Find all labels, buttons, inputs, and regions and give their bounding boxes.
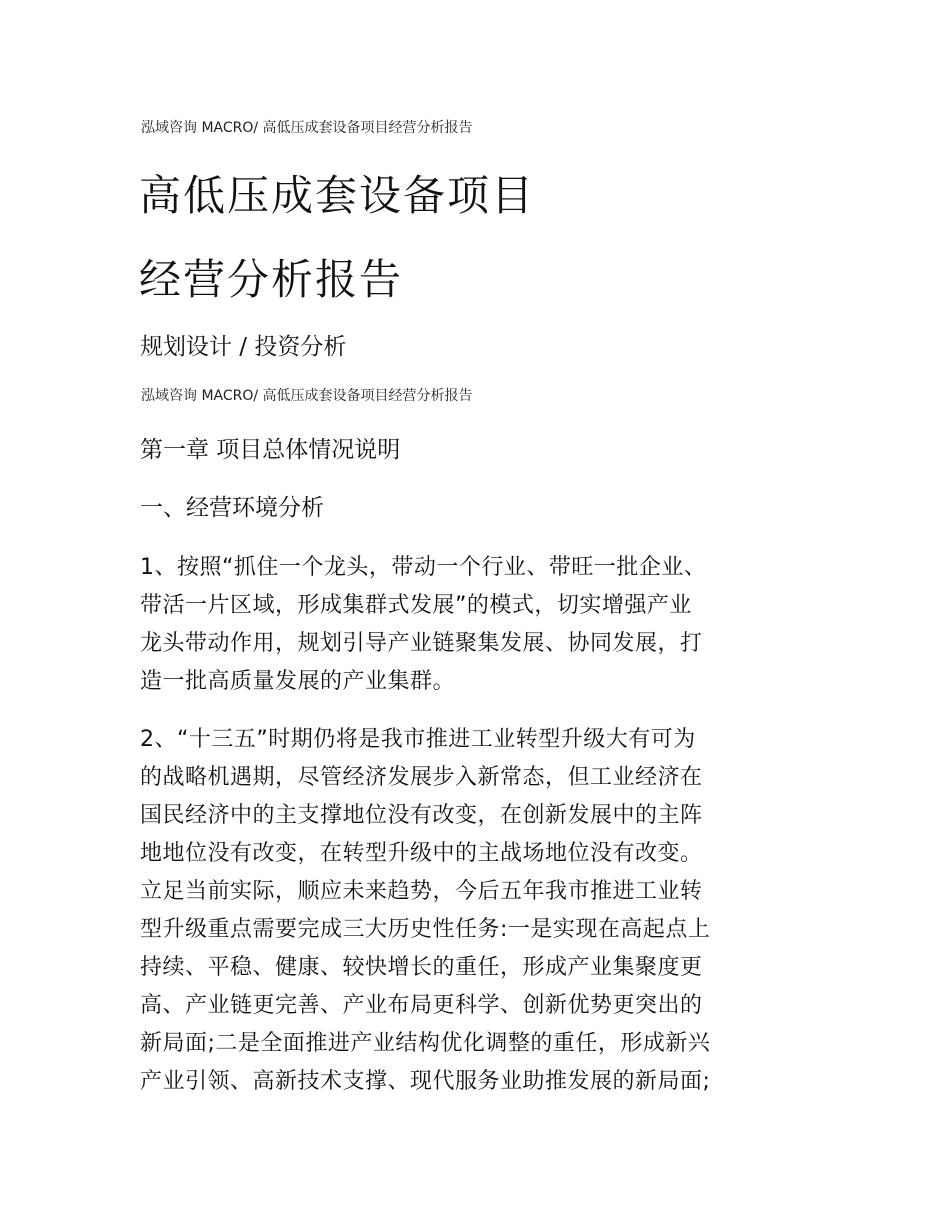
- paragraph-line: 的战略机遇期，尽管经济发展步入新常态，但工业经济在: [140, 765, 703, 790]
- paragraph-line: 1、按照“抓住一个龙头，带动一个行业、带旺一批企业、: [140, 555, 707, 580]
- paragraph-line: 产业引领、高新技术支撑、现代服务业助推发展的新局面;: [140, 1069, 711, 1094]
- report-title-line-2: 经营分析报告: [139, 255, 404, 304]
- report-subtitle: 规划设计 / 投资分析: [140, 334, 347, 360]
- paragraph-line: 地地位没有改变，在转型升级中的主战场地位没有改变。: [140, 841, 703, 866]
- paragraph-line: 持续、平稳、健康、较快增长的重任，形成产业集聚度更: [140, 955, 703, 980]
- paragraph-line: 型升级重点需要完成三大历史性任务:一是实现在高起点上: [140, 917, 711, 942]
- paragraph-line: 新局面;二是全面推进产业结构优化调整的重任，形成新兴: [140, 1031, 711, 1056]
- paragraph-line: 带活一片区域，形成集群式发展”的模式，切实增强产业: [140, 593, 692, 618]
- section-heading: 一、经营环境分析: [140, 495, 324, 521]
- running-header-second: 泓域咨询 MACRO/ 高低压成套设备项目经营分析报告: [141, 388, 473, 404]
- paragraph-line: 龙头带动作用，规划引导产业链聚集发展、协同发展，打: [140, 631, 703, 656]
- paragraph-line: 立足当前实际，顺应未来趋势，今后五年我市推进工业转: [140, 879, 703, 904]
- paragraph-1: [140, 549, 810, 701]
- paragraph-line: 造一批高质量发展的产业集群。: [140, 669, 456, 694]
- chapter-heading: 第一章 项目总体情况说明: [140, 437, 401, 463]
- paragraph-line: 高、产业链更完善、产业布局更科学、创新优势更突出的: [140, 993, 703, 1018]
- paragraph-2: [140, 721, 810, 1101]
- paragraph-line: 2、“十三五”时期仍将是我市推进工业转型升级大有可为: [140, 727, 696, 752]
- paragraph-line: 国民经济中的主支撑地位没有改变，在创新发展中的主阵: [140, 803, 703, 828]
- report-title-line-1: 高低压成套设备项目: [139, 171, 536, 220]
- running-header-top: 泓域咨询 MACRO/ 高低压成套设备项目经营分析报告: [141, 120, 473, 136]
